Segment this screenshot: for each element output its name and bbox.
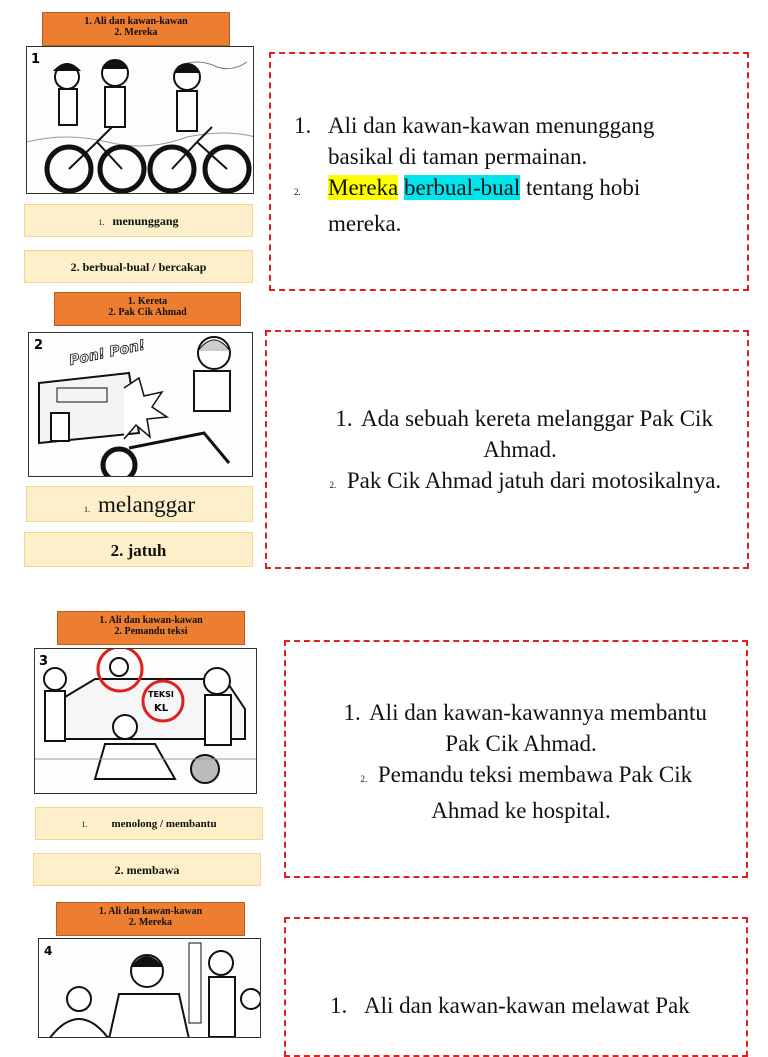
panel4-sentence-box [284,917,748,1057]
panel1-header [42,12,230,46]
panel2-number: 2 [34,338,44,353]
panel4-number: 4 [44,944,53,958]
panel2-keyword2 [24,532,253,567]
helping-drawing [35,649,257,794]
panel2-header-line2: 2. Pak Cik Ahmad [108,307,187,318]
panel3-header [57,611,245,645]
panel3-header-line2: 2. Pemandu teksi [114,626,188,637]
sentence-text: Ali dan kawan-kawannya membantu [369,700,707,725]
visit-drawing [39,939,261,1038]
verb-highlight: berbual-bual [404,175,521,200]
panel4-sentences [330,990,750,1021]
keyword-number: 1. [98,218,105,227]
keyword-text: menunggang [112,214,179,228]
panel3-sentences [296,697,746,826]
keyword-text: menolong / membantu [111,818,217,830]
panel4-header-line2: 2. Mereka [128,917,173,928]
keyword-text: 2. jatuh [110,541,167,560]
sentence-text: Ahmad. [483,437,557,462]
keyword-text: 2. membawa [114,863,180,877]
sentence-number: 1. [343,700,361,725]
panel3-header-line1: 1. Ali dan kawan-kawan [99,615,203,626]
panel1-number: 1 [31,52,41,67]
panel2-header-line1: 1. Kereta [127,296,168,307]
panel1-illustration [26,46,254,194]
panel2-header [54,292,241,326]
taxi-plate: KL [154,703,169,714]
sentence-text: Pak Cik Ahmad. [445,731,597,756]
sentence-text: Pak Cik Ahmad jatuh dari motosikalnya. [346,468,722,493]
sentence-text: basikal di taman permainan. [328,144,588,169]
panel1-sentences [294,110,744,239]
panel3-keyword2 [33,853,261,886]
sentence-text: Ali dan kawan-kawan menunggang [328,113,655,138]
keyword-number: 1. [83,505,90,514]
keyword-text: melanggar [97,492,196,517]
sentence-number: 1. [330,993,348,1018]
sentence-text: Pemandu teksi membawa Pak Cik [377,762,693,787]
panel2-illustration [28,332,253,477]
sentence-text: Ahmad ke hospital. [431,798,611,823]
panel4-header [56,902,245,936]
panel4-header-line1: 1. Ali dan kawan-kawan [98,906,203,917]
sentence-number: 1. [294,113,312,138]
sentence-number: 2. [360,774,368,784]
sentence-number: 2. [329,480,337,490]
panel3-number: 3 [39,654,49,669]
keyword-number: 1. [81,820,88,829]
panel1-keyword1 [24,204,253,237]
panel2-sentences [290,403,750,501]
panel3-keyword1 [35,807,263,840]
sentence-text: tentang hobi [520,175,641,200]
subject-highlight: Mereka [328,175,399,200]
panel1-header-line2: 2. Mereka [114,27,158,38]
sound-effect: Pon! Pon! [67,337,147,369]
panel2-keyword1 [26,486,253,522]
sentence-text: mereka. [328,211,402,236]
taxi-sign: TEKSI [148,690,174,699]
sentence-text: Ali dan kawan-kawan melawat Pak [364,993,690,1018]
panel1-header-line1: 1. Ali dan kawan-kawan [84,16,188,27]
keyword-text: 2. berbual-bual / bercakap [70,260,207,274]
sentence-number: 2. [294,187,301,197]
accident-drawing [29,333,253,477]
panel4-illustration [38,938,261,1038]
panel3-illustration [34,648,257,794]
sentence-number: 1. [335,406,353,431]
sentence-text: Ada sebuah kereta melanggar Pak Cik [361,406,713,431]
cyclists-drawing [27,47,254,194]
panel1-keyword2 [24,250,253,283]
